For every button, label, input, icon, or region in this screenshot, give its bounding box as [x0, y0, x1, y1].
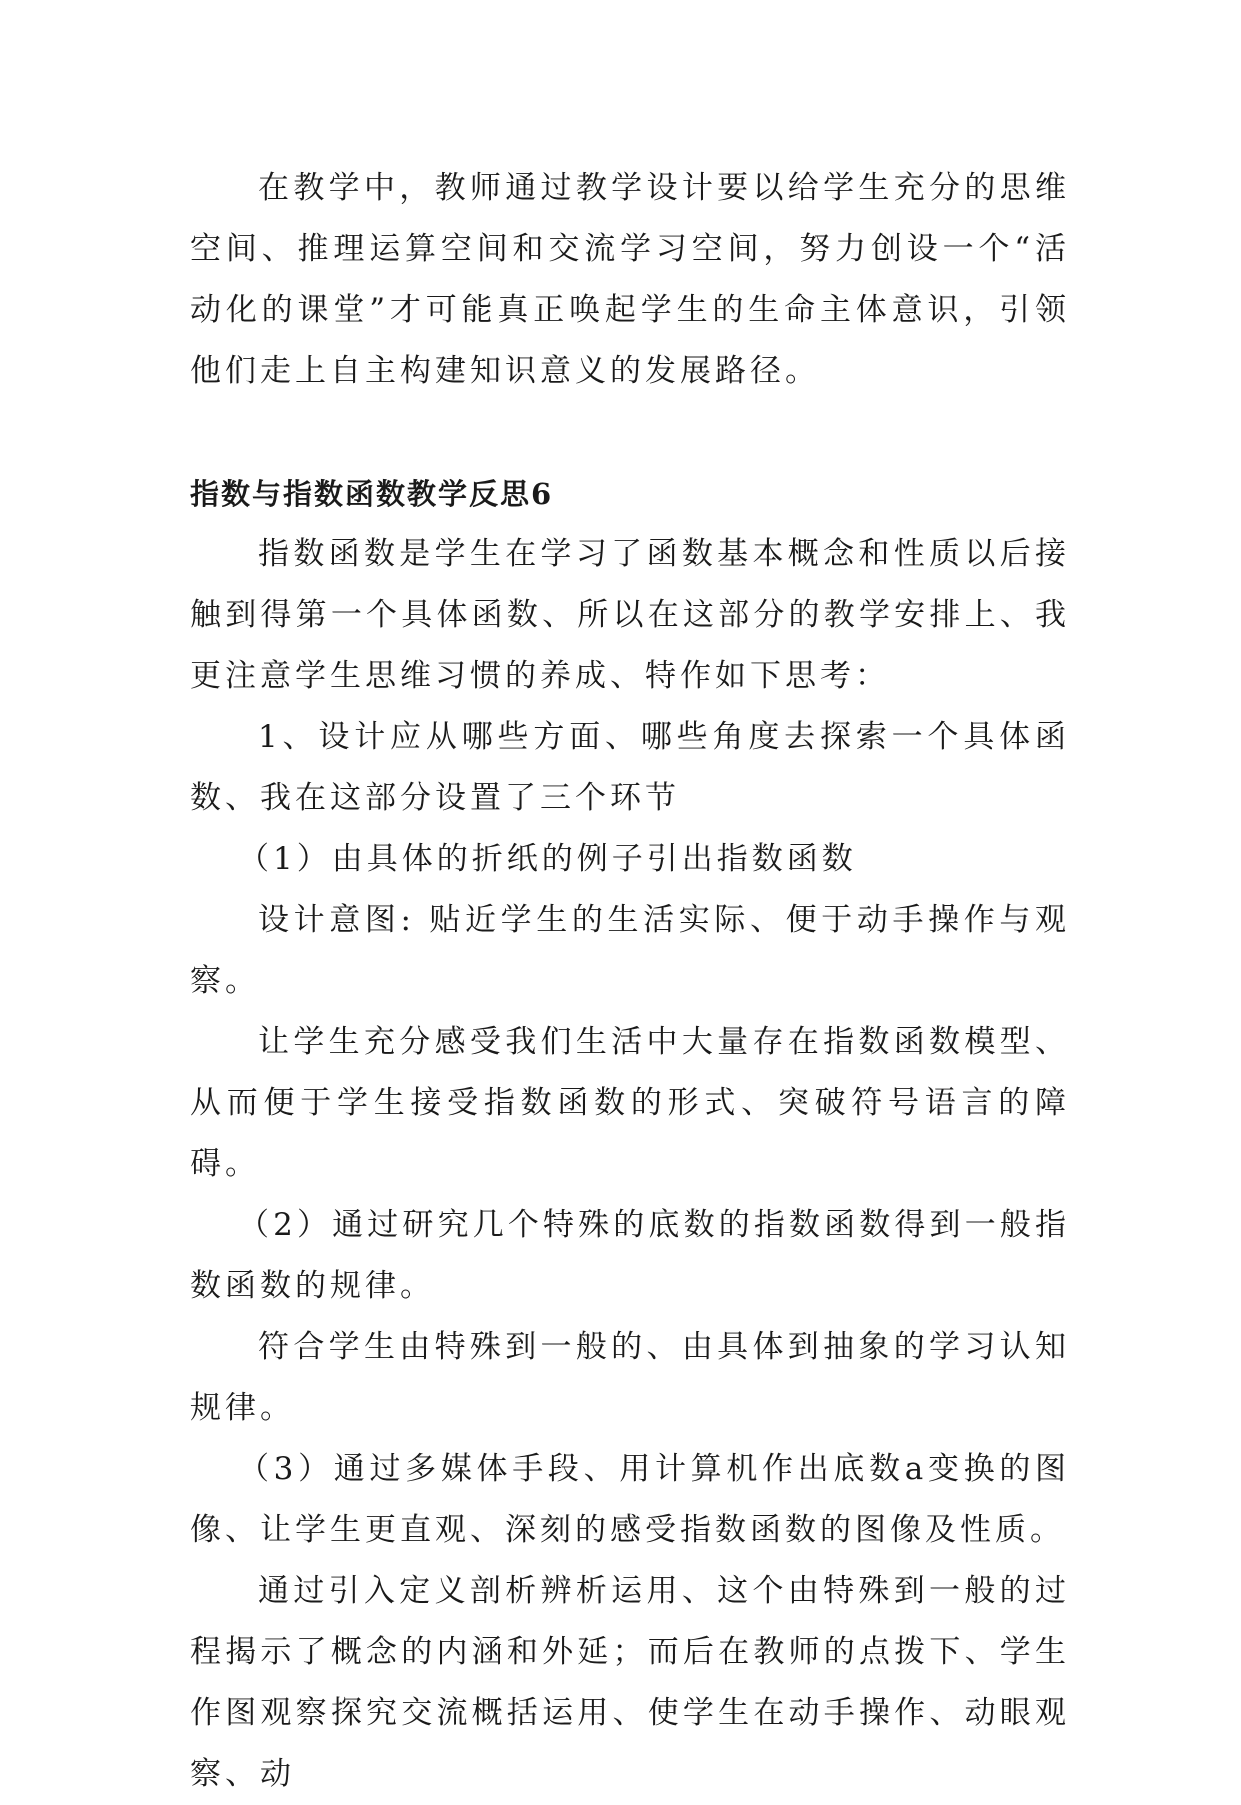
section-paragraph-8: （3）通过多媒体手段、用计算机作出底数a变换的图像、让学生更直观、深刻的感受指数函数的图像及性质。: [190, 1451, 1070, 1548]
section-title: 指数与指数函数教学反思6: [190, 477, 554, 511]
section-paragraph-6: （2）通过研究几个特殊的底数的指数函数得到一般指数函数的规律。: [190, 1207, 1070, 1304]
section-paragraph-3: （1）由具体的折纸的例子引出指数函数: [238, 841, 857, 877]
section-paragraph-9: 通过引入定义剖析辨析运用、这个由特殊到一般的过程揭示了概念的内涵和外延；而后在教师的点拨下、学生作图观察探究交流概括运用、使学生在动手操作、动眼观察、动: [190, 1573, 1070, 1792]
section-paragraph-5: 让学生充分感受我们生活中大量存在指数函数模型、从而便于学生接受指数函数的形式、突破符号语言的障碍。: [190, 1024, 1070, 1182]
intro-paragraph: 在教学中，教师通过教学设计要以给学生充分的思维空间、推理运算空间和交流学习空间，努力创设一个“活动化的课堂”才可能真正唤起学生的生命主体意识，引领他们走上自主构建知识意义的发展路径。: [190, 170, 1070, 389]
section-paragraph-4: 设计意图: 贴近学生的生活实际、便于动手操作与观察。: [190, 902, 1070, 999]
section-paragraph-2: 1、设计应从哪些方面、哪些角度去探索一个具体函数、我在这部分设置了三个环节: [190, 719, 1070, 816]
section-paragraph-7: 符合学生由特殊到一般的、由具体到抽象的学习认知规律。: [190, 1329, 1070, 1426]
section-paragraph-1: 指数函数是学生在学习了函数基本概念和性质以后接触到得第一个具体函数、所以在这部分的教学安排上、我更注意学生思维习惯的养成、特作如下思考：: [190, 536, 1070, 694]
document-body: [190, 158, 1070, 1805]
